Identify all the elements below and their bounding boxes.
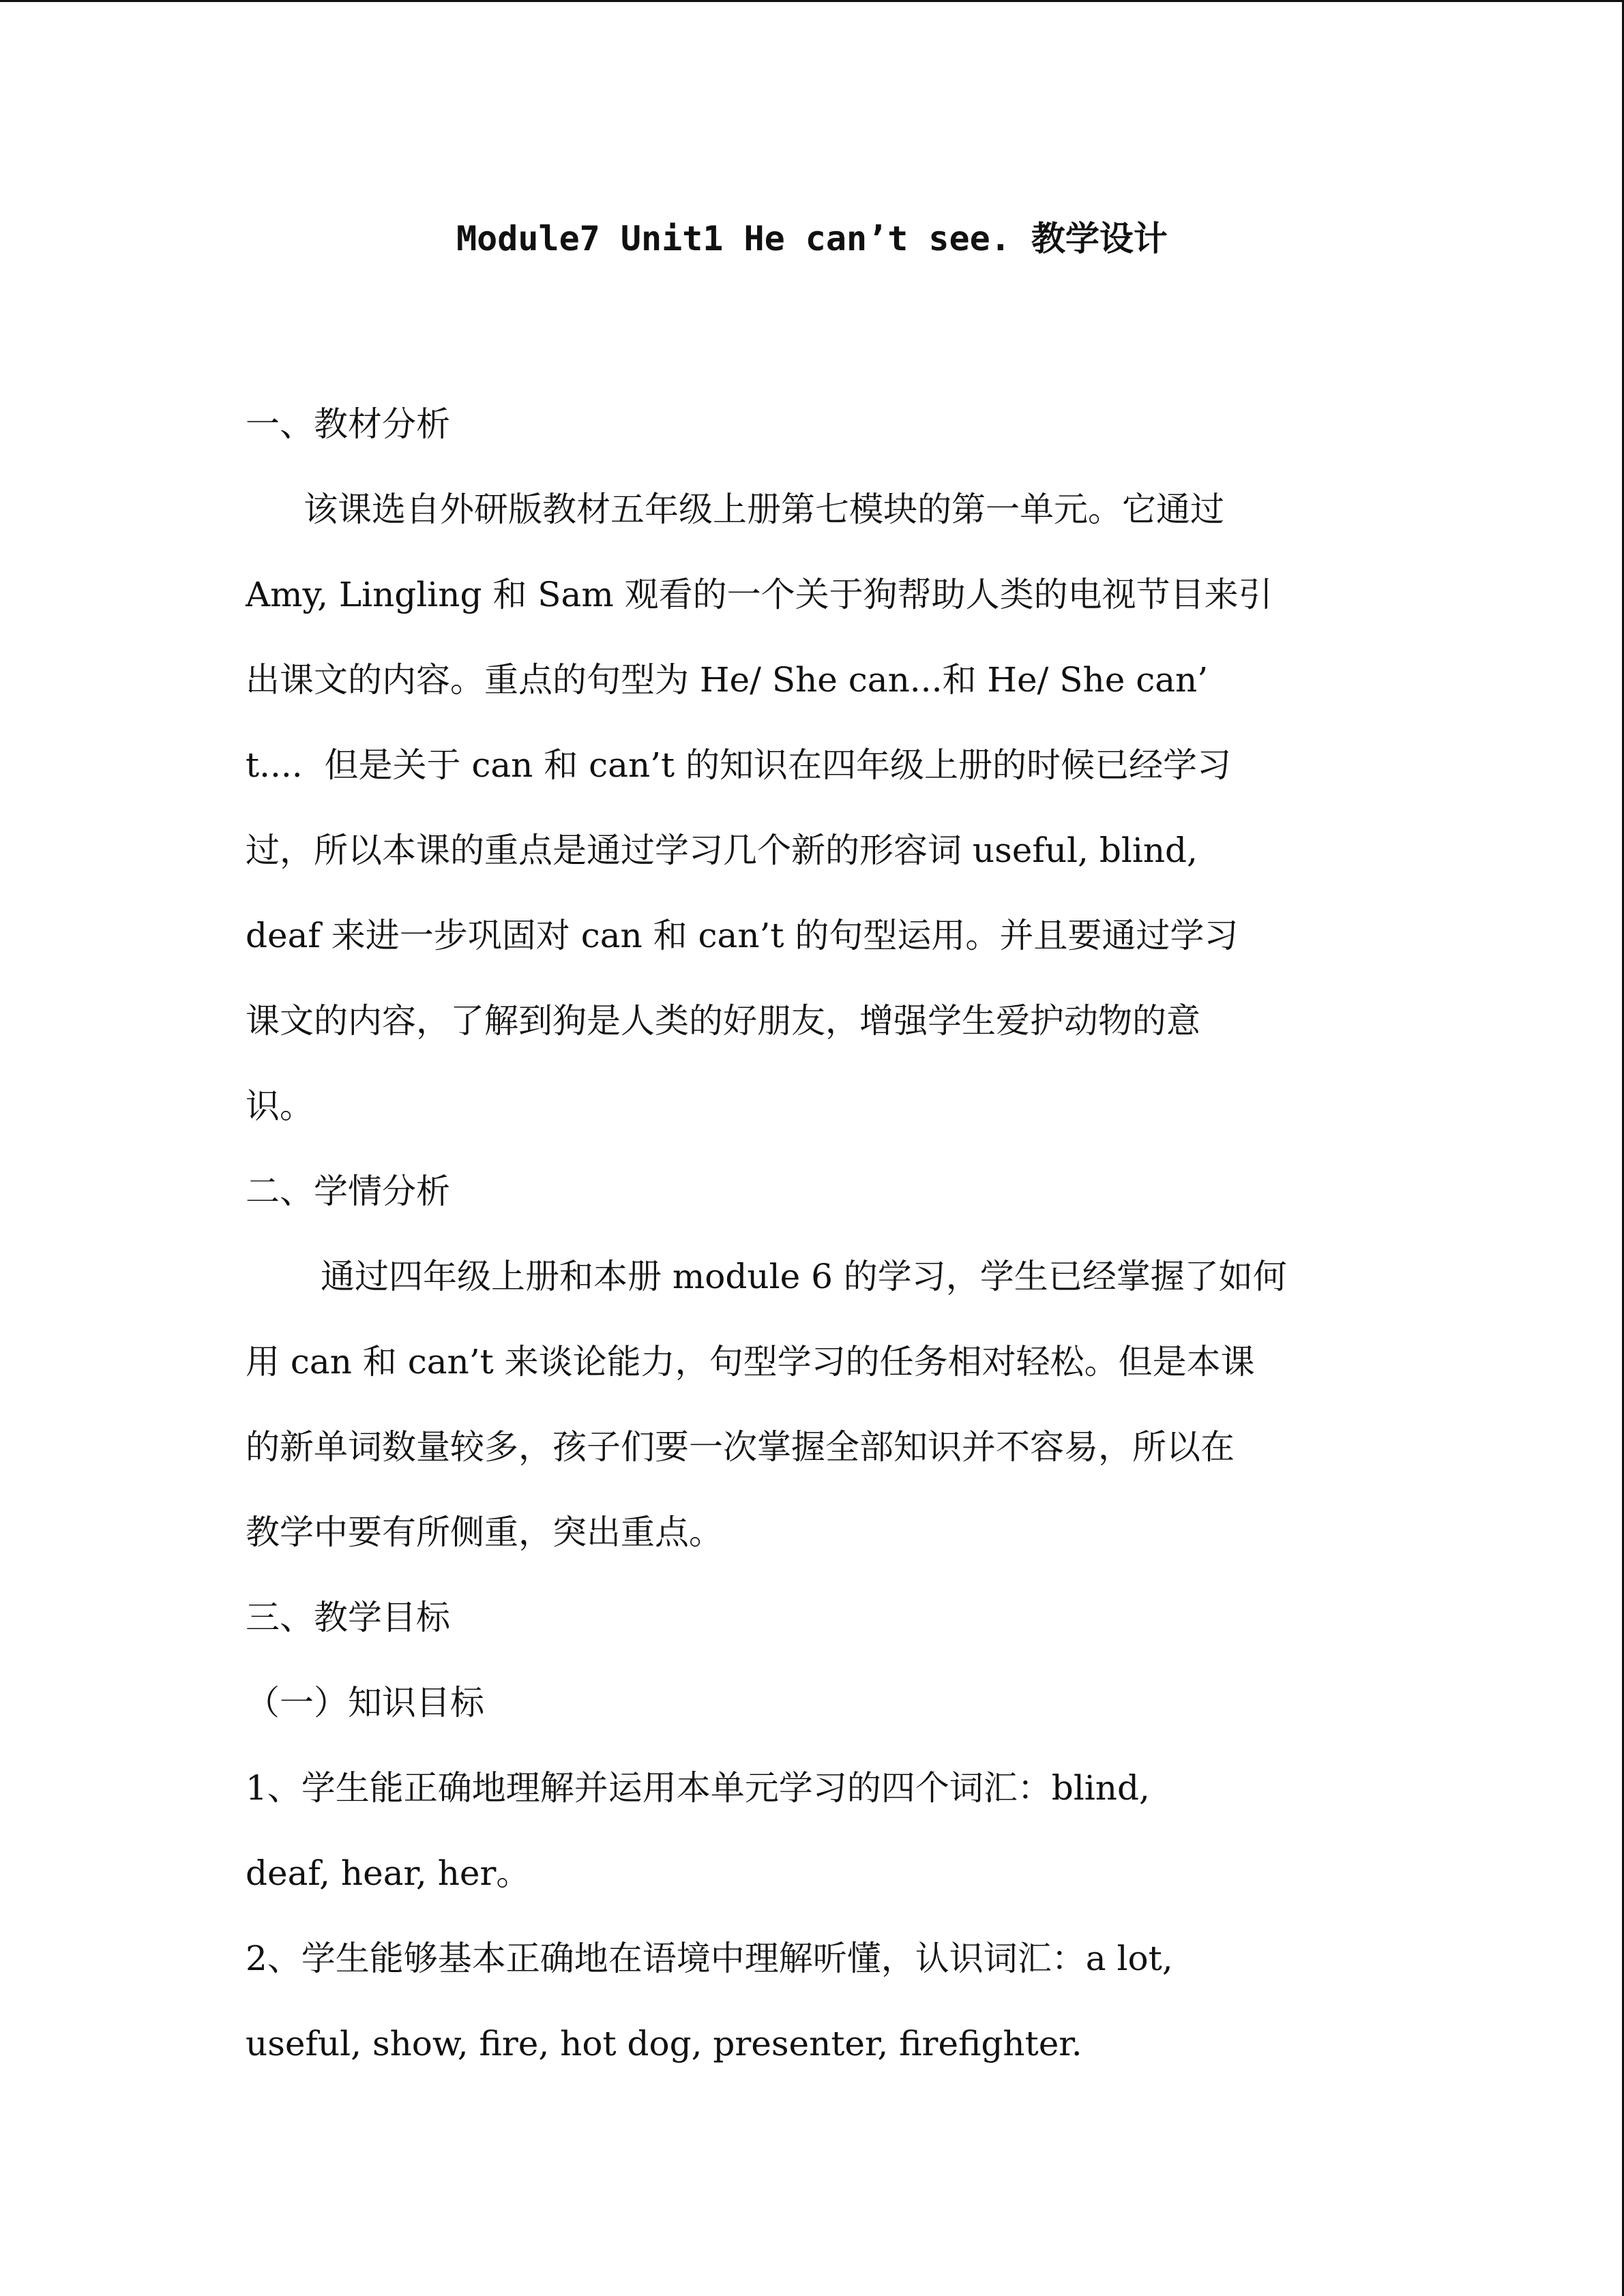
paragraph-line: 过，所以本课的重点是通过学习几个新的形容词 useful, blind, bbox=[246, 831, 1198, 870]
paragraph-line: t.... 但是关于 can 和 can’t 的知识在四年级上册的时候已经学习 bbox=[246, 745, 1232, 785]
paragraph-line: Amy, Lingling 和 Sam 观看的一个关于狗帮助人类的电视节目来引 bbox=[246, 575, 1273, 614]
paragraph-line: 用 can 和 can’t 来谈论能力，句型学习的任务相对轻松。但是本课 bbox=[246, 1342, 1255, 1382]
document-title: Module7 Unit1 He can’t see. 教学设计 bbox=[456, 219, 1168, 258]
list-item-continuation: useful, show, fire, hot dog, presenter, firefighter. bbox=[246, 2024, 1082, 2063]
page-top-border bbox=[0, 0, 1624, 2]
list-item-continuation: deaf, hear, her。 bbox=[246, 1853, 531, 1893]
paragraph-line: deaf 来进一步巩固对 can 和 can’t 的句型运用。并且要通过学习 bbox=[246, 916, 1239, 955]
section-heading-objectives: 三、教学目标 bbox=[246, 1598, 450, 1637]
list-item: 2、学生能够基本正确地在语境中理解听懂，认识词汇：a lot, bbox=[246, 1939, 1173, 1978]
document-body bbox=[246, 382, 1378, 2087]
section-heading-materials: 一、教材分析 bbox=[246, 404, 450, 444]
paragraph-line: 的新单词数量较多，孩子们要一次掌握全部知识并不容易，所以在 bbox=[246, 1427, 1235, 1467]
subsection-heading-knowledge: （一）知识目标 bbox=[246, 1683, 484, 1723]
paragraph-line: 课文的内容，了解到狗是人类的好朋友，增强学生爱护动物的意 bbox=[246, 1001, 1200, 1041]
section-heading-learners: 二、学情分析 bbox=[246, 1172, 450, 1211]
paragraph-line: 识。 bbox=[246, 1086, 314, 1126]
paragraph-line: 教学中要有所侧重，突出重点。 bbox=[246, 1512, 723, 1552]
list-item: 1、学生能正确地理解并运用本单元学习的四个词汇：blind, bbox=[246, 1768, 1150, 1808]
paragraph-line: 通过四年级上册和本册 module 6 的学习，学生已经掌握了如何 bbox=[321, 1257, 1287, 1296]
paragraph-line: 该课选自外研版教材五年级上册第七模块的第一单元。它通过 bbox=[304, 490, 1224, 529]
paragraph-line: 出课文的内容。重点的句型为 He/ She can...和 He/ She can’ bbox=[246, 660, 1209, 700]
